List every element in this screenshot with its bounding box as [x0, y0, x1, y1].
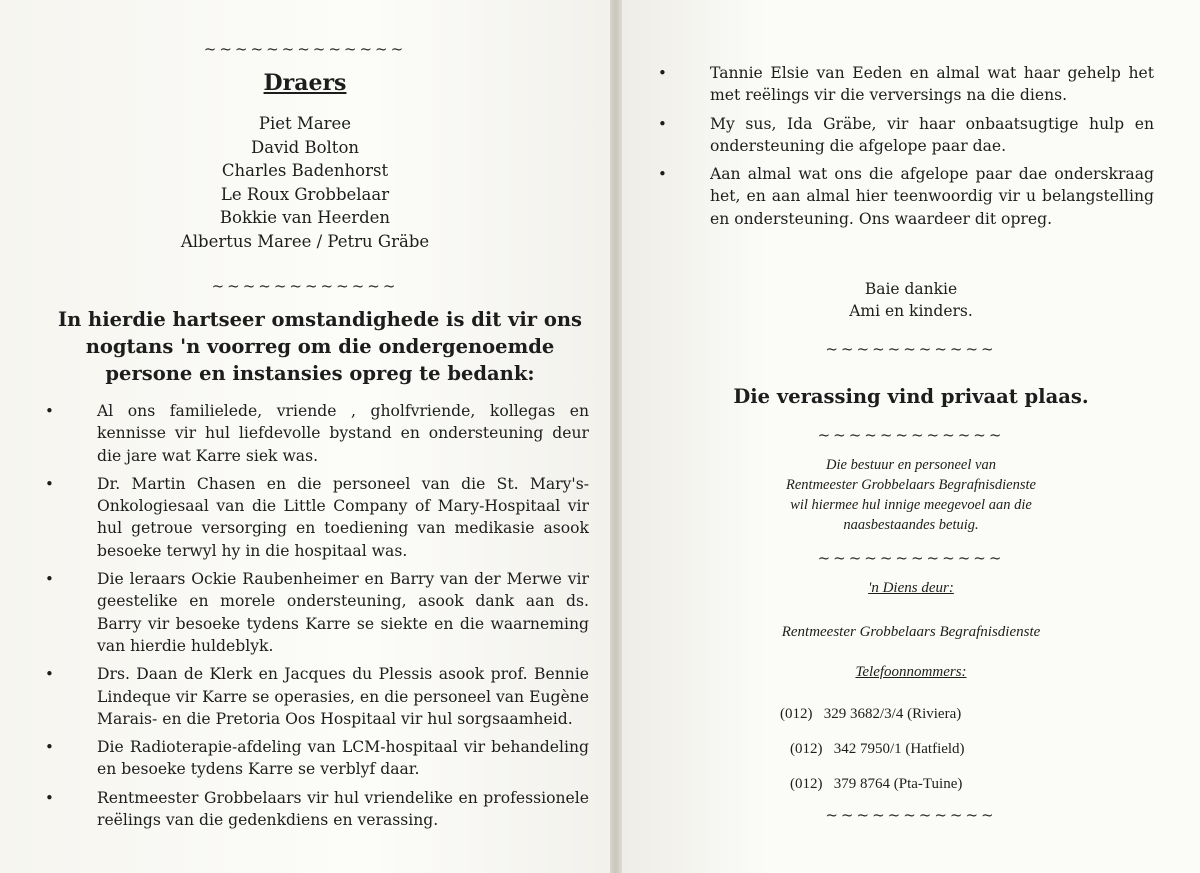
thanks-text: Dr. Martin Chasen en die personeel van die St. Mary's-Onkologiesaal van die Little Company of Mary-Hospitaal vir hul getroue versorging en toediening van medikasie asook besoeke terwyl hy in die hospitaal was.	[97, 474, 589, 560]
divider-3: ~~~~~~~~~~~~	[817, 549, 1005, 567]
phone-code: (012)	[780, 706, 813, 722]
list-item	[45, 663, 589, 730]
list-item	[658, 62, 1154, 107]
pallbearer-name: Albertus Maree / Petru Gräbe	[180, 231, 430, 251]
thanks-text: Aan almal wat ons die afgelope paar dae onderskraag het, en aan almal hier teenwoordig vir u belangstelling en ondersteuning. Ons waardeer dit opreg.	[710, 165, 1154, 228]
private-notice: Die verassing vind privaat plaas.	[733, 385, 1089, 408]
list-item	[658, 113, 1154, 158]
condolence-line: Die bestuur en personeel van	[826, 457, 996, 473]
closing-block	[622, 278, 1200, 322]
bullet: •	[45, 570, 54, 589]
bullet: •	[45, 665, 54, 684]
phone-code: (012)	[790, 776, 823, 792]
bullet: •	[658, 114, 667, 133]
bullet: •	[45, 402, 54, 420]
bullet: •	[658, 64, 667, 82]
condolence-line: naasbestaandes betuig.	[843, 517, 979, 533]
thanks-text: Drs. Daan de Klerk en Jacques du Plessis asook prof. Bennie Lindeque vir Karre se operasies, en die personeel van Eugène Marais- en die Pretoria Oos Hospitaal vir hul sorgsaamheid.	[97, 665, 589, 728]
phone-row	[772, 706, 1072, 741]
phone-list	[772, 706, 1072, 811]
pallbearers-list	[0, 112, 610, 253]
closing-thanks: Baie dankie	[864, 280, 958, 298]
closing-signature: Ami en kinders.	[849, 302, 973, 320]
list-item	[45, 473, 589, 562]
divider-2: ~~~~~~~~~~~~	[817, 426, 1005, 444]
pallbearer-name: David Bolton	[251, 137, 359, 157]
list-item	[45, 736, 589, 781]
condolence-message	[622, 455, 1200, 535]
phone-row	[772, 741, 1072, 776]
pallbearer-name: Charles Badenhorst	[221, 161, 389, 180]
thanks-text: Al ons familielede, vriende , gholfvriende, kollegas en kennisse vir hul liefdevolle bystand en ondersteuning deur die jare wat Karre siek was.	[97, 402, 589, 465]
pallbearer-name: Le Roux Grobbelaar	[220, 184, 390, 204]
condolence-line: Rentmeester Grobbelaars Begrafnisdienste	[786, 477, 1036, 493]
service-label: 'n Diens deur:	[868, 580, 954, 596]
phone-code: (012)	[790, 741, 823, 757]
phone-number: 342 7950/1 (Hatfield)	[833, 741, 965, 757]
divider-1: ~~~~~~~~~~~	[825, 340, 997, 358]
thanks-list-left	[45, 400, 589, 837]
service-name: Rentmeester Grobbelaars Begrafnisdienste	[781, 624, 1041, 640]
divider-mid: ~~~~~~~~~~~~	[211, 277, 399, 295]
bullet: •	[45, 738, 54, 757]
thanks-text: Tannie Elsie van Eeden en almal wat haar gehelp het met reëlings vir die verversings na die diens.	[710, 64, 1154, 105]
bullet: •	[658, 165, 667, 184]
right-page	[622, 0, 1200, 873]
list-item	[658, 163, 1154, 230]
thanks-text: Die leraars Ockie Raubenheimer en Barry van der Merwe vir geestelike en morele ondersteuning, asook dank aan ds. Barry vir besoeke tydens Karre se siekte en die waarneming van hierdie huldeblyk.	[97, 570, 589, 655]
page-gutter	[610, 0, 622, 873]
thanks-text: Rentmeester Grobbelaars vir hul vriendelike en professionele reëlings van die gedenkdiens en verassing.	[97, 788, 589, 830]
phone-number: 379 8764 (Pta-Tuine)	[833, 776, 963, 792]
pallbearer-name: Bokkie van Heerden	[219, 208, 391, 227]
pallbearers-heading: Draers	[263, 70, 347, 96]
pallbearer-name: Piet Maree	[258, 114, 352, 133]
thanks-list-right	[658, 62, 1154, 236]
divider-top: ~~~~~~~~~~~~~	[203, 40, 407, 58]
bullet: •	[45, 474, 54, 493]
list-item	[45, 568, 589, 657]
thanks-text: My sus, Ida Gräbe, vir haar onbaatsugtige hulp en ondersteuning die afgelope paar dae.	[710, 114, 1154, 155]
condolence-line: wil hiermee hul innige meegevoel aan die	[790, 497, 1032, 513]
list-item	[45, 400, 589, 467]
bullet: •	[45, 788, 54, 807]
list-item	[45, 787, 589, 832]
thanks-text: Die Radioterapie-afdeling van LCM-hospitaal vir behandeling en besoeke tydens Karre se verblyf daar.	[97, 738, 589, 779]
divider-4: ~~~~~~~~~~~	[825, 806, 997, 824]
phone-number: 329 3682/3/4 (Riviera)	[823, 706, 962, 722]
phone-label: Telefoonnommers:	[855, 664, 967, 680]
thanks-intro: In hierdie hartseer omstandighede is dit vir ons nogtans 'n voorreg om die ondergenoemde persone en instansies opreg te bedank:	[57, 308, 583, 385]
